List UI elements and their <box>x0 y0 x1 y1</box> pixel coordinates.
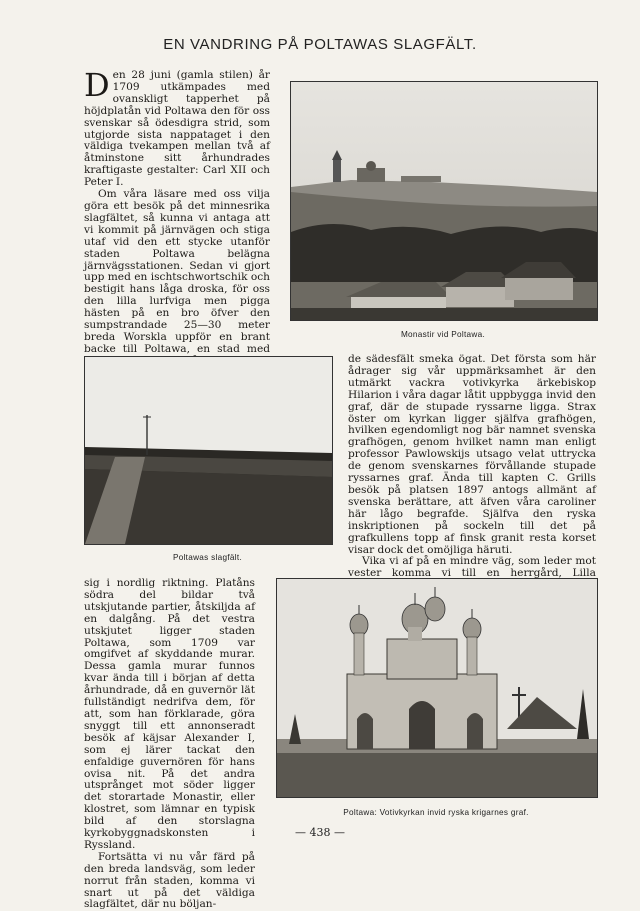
photo-monastir <box>290 81 598 321</box>
article-paragraph-4: Vika vi af på en mindre väg, som leder mot vester komma vi till en herrgård, Lilla <box>348 555 596 580</box>
votivkyrka-photo-illustration <box>277 579 597 797</box>
page-title: EN VANDRING PÅ POLTAWAS SLAGFÄLT. <box>163 36 477 53</box>
photo-votivkyrka <box>276 578 598 798</box>
caption-votivkyrka: Poltawa: Votivkyrkan invid ryska krigarnes graf. <box>343 808 529 817</box>
article-column-2 <box>348 354 596 616</box>
photo-slagfalt <box>84 356 333 545</box>
article-paragraph-5: sig i nordlig riktning. Platåns södra del bildar två utskjutande partier, åtskiljda af en dalgång. På det vestra utskjutet ligger staden Poltawa, som 1709 var omgifvet af skyddande murar. Dessa gamla murar funnos kvar ända till i början af detta århundrade, då en guvernör lät fullständigt nedrifva dem, för att, som han förklarade, göra snyggt till ett annonseradt besök af käjsar Alexander I, som ej lärer tackat den enfaldige guvernören för hans ovisa nit. På det andra utsprånget mot söder ligger det storartade Monastir, eller klostret, som lämnar en typisk bild af den storslagna kyrkobyggnadskonsten i Ryssland. <box>84 577 255 851</box>
article-paragraph-1-text: en 28 juni (gamla stilen) år 1709 utkämpades med ovanskligt tapperhet på höjdplatån vid Poltawa den för oss svenskar så ödesdigra strid, som utgjorde sista nappataget i den väldiga tvekampen mellan två af åtminstone sitt århundrades kraftigaste gestalter: Carl XII och Peter I. <box>84 69 270 189</box>
article-paragraph-3: de sädesfält smeka ögat. Det första som här ådrager sig vår uppmärksamhet är den utmärkt vackra votivkyrka ärkebiskop Hilarion i våra dagar låtit uppbygga invid den graf, där de stupade ryssarne ligga. Strax öster om kyrkan ligger själfva grafhögen, hvilken egendomligt nog bär namnet svenska grafhögen, genom hvilket namn man enligt professor Pawlowskijs utsago velat uttrycka de genom svenskarnes förvållande stupade ryssarnes graf. Ända till kapten C. Grills besök på platsen 1897 antogs allmänt af svenska berättare, att äfven våra caroliner här lågo begrafde. Själfva den ryska inskriptionen på sockeln till det på grafkullens topp af finsk granit resta korset visar dock det omöjliga häruti. <box>348 353 596 556</box>
drop-cap: D <box>84 66 110 104</box>
monastir-photo-illustration <box>291 82 597 320</box>
article-paragraph-2: Om våra läsare med oss vilja göra ett besök på det minnesrika slagfältet, så kunna vi antaga att vi kommit på järnvägen och stiga utaf vid den ett stycke utanför staden Poltawa belägna järnvägsstationen. Sedan vi gjort upp med en ischtschwortschik och bestigit hans låga droska, för oss den lilla lurfviga men pigga hästen på en bro öfver den sumpstrandade 25—30 meter breda Worskla uppför en brant backe till Poltawa, en stad med <box>84 188 270 355</box>
caption-slagfalt: Poltawas slagfält. <box>172 553 243 562</box>
page-number: — 438 — <box>295 826 345 839</box>
caption-monastir: Monastir vid Poltawa. <box>400 330 486 339</box>
article-paragraph-6: Fortsätta vi nu vår färd på den breda landsväg, som leder norrut från staden, komma vi snart ut på det väldiga slagfältet, där nu böljan- <box>84 850 255 911</box>
article-paragraph-1 <box>84 66 270 189</box>
slagfalt-photo-illustration <box>85 357 332 544</box>
article-column-3 <box>84 578 255 911</box>
